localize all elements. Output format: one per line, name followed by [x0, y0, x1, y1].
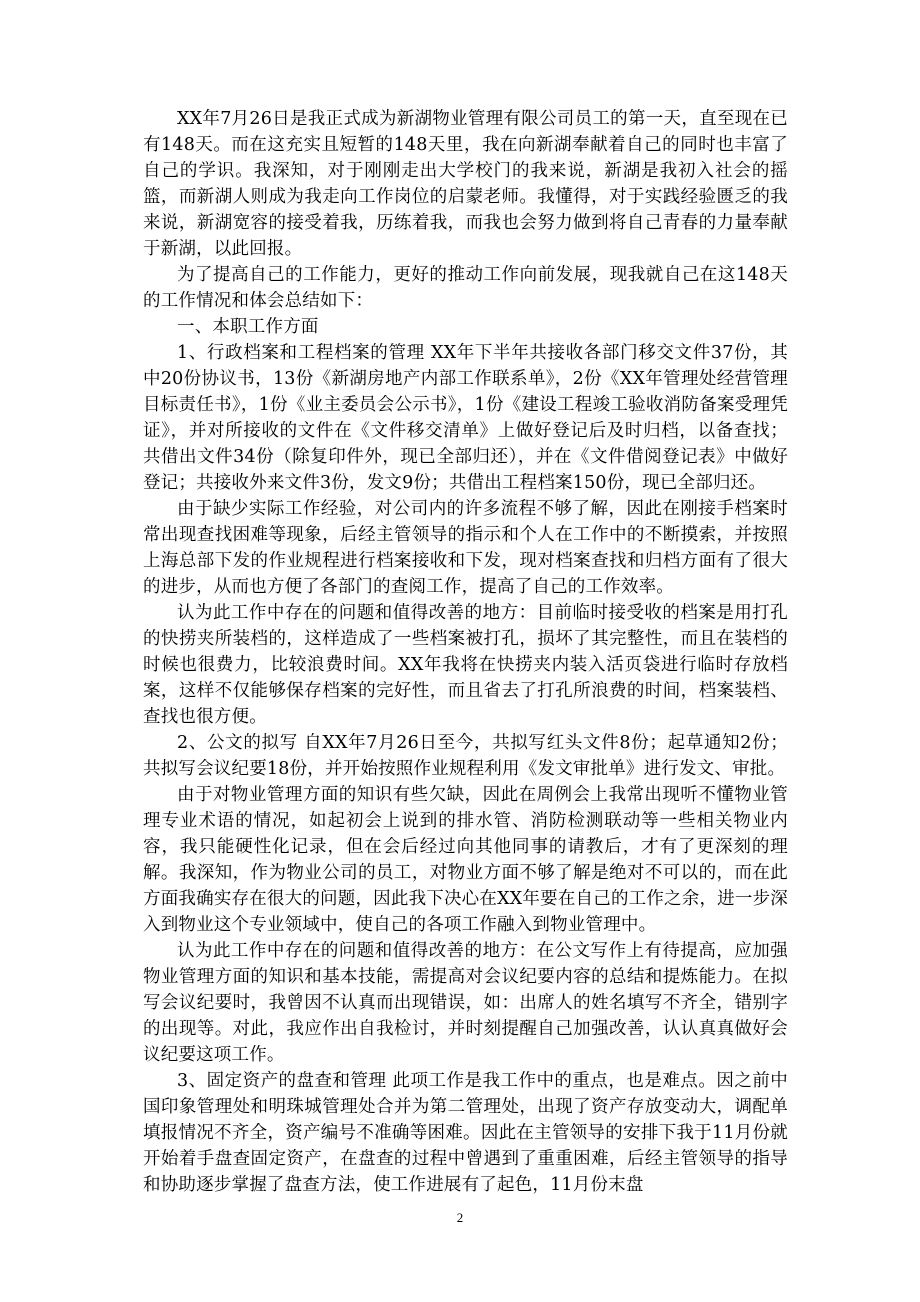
paragraph-drafting-experience: 由于对物业管理方面的知识有些欠缺，因此在周例会上我常出现听不懂物业管理专业术语的情况，如起初会上说到的排水管、消防检测联动等一些相关物业内容，我只能硬性化记录，但在会后经过向其他同事的请教后，才有了更深刻的理解。我深知，作为物业公司的员工，对物业方面不够了解是绝对不可以的，而在此方面我确实存在很大的问题，因此我下决心在XX年要在自己的工作之余，进一步深入到物业这个专业领域中，使自己的各项工作融入到物业管理中。 [143, 785, 788, 935]
paragraph-drafting-improvement: 认为此工作中存在的问题和值得改善的地方：在公文写作上有待提高，应加强物业管理方面的知识和基本技能，需提高对会议纪要内容的总结和提炼能力。在拟写会议纪要时，我曾因不认真而出现错误，如：出席人的姓名填写不齐全，错别字的出现等。对此，我应作出自我检讨，并时刻提醒自己加强改善，认认真真做好会议纪要这项工作。 [143, 941, 788, 1065]
paragraph-archive-experience: 由于缺少实际工作经验，对公司内的许多流程不够了解，因此在刚接手档案时常出现查找困难等现象，后经主管领导的指示和个人在工作中的不断摸索，并按照上海总部下发的作业规程进行档案接收和下发，现对档案查找和归档方面有了很大的进步，从而也方便了各部门的查阅工作，提高了自己的工作效率。 [143, 499, 788, 597]
paragraph-archive-management: 1、行政档案和工程档案的管理 XX年下半年共接收各部门移交文件37份，其中20份协议书，13份《新湖房地产内部工作联系单》，2份《XX年管理处经营管理目标责任书》，1份《业主委员会公示书》，1份《建设工程竣工验收消防备案受理凭证》，并对所接收的文件在《文件移交清单》上做好登记后及时归档，以备查找；共借出文件34份（除复印件外，现已全部归还），并在《文件借阅登记表》中做好登记；共接收外来文件3份，发文9份；共借出工程档案150份，现已全部归还。 [143, 343, 788, 493]
paragraph-document-drafting: 2、公文的拟写 自XX年7月26日至今，共拟写红头文件8份；起草通知2份；共拟写会议纪要18份，并开始按照作业规程利用《发文审批单》进行发文、审批。 [143, 733, 788, 779]
document-body [143, 106, 788, 1198]
section-heading: 一、本职工作方面 [177, 317, 319, 337]
paragraph-summary-lead: 为了提高自己的工作能力，更好的推动工作向前发展，现我就自己在这148天的工作情况和体会总结如下： [143, 265, 788, 311]
paragraph-archive-improvement: 认为此工作中存在的问题和值得改善的地方：目前临时接受收的档案是用打孔的快捞夹所装档的，这样造成了一些档案被打孔，损坏了其完整性，而且在装档的时候也很费力，比较浪费时间。XX年我将在快捞夹内装入活页袋进行临时存放档案，这样不仅能够保存档案的完好性，而且省去了打孔所浪费的时间，档案装档、查找也很方便。 [143, 603, 788, 727]
page-number: 2 [456, 1210, 464, 1225]
paragraph-intro: XX年7月26日是我正式成为新湖物业管理有限公司员工的第一天，直至现在已有148天。而在这充实且短暂的148天里，我在向新湖奉献着自己的同时也丰富了自己的学识。我深知，对于刚刚走出大学校门的我来说，新湖是我初入社会的摇篮，而新湖人则成为我走向工作岗位的启蒙老师。我懂得，对于实践经验匮乏的我来说，新湖宽容的接受着我，历练着我，而我也会努力做到将自己青春的力量奉献于新湖，以此回报。 [143, 109, 788, 259]
paragraph-fixed-assets: 3、固定资产的盘查和管理 此项工作是我工作中的重点，也是难点。因之前中国印象管理处和明珠城管理处合并为第二管理处，出现了资产存放变动大，调配单填报情况不齐全，资产编号不准确等困难。因此在主管领导的安排下我于11月份就开始着手盘查固定资产，在盘查的过程中曾遇到了重重困难，后经主管领导的指导和协助逐步掌握了盘查方法，使工作进展有了起色，11月份末盘 [143, 1071, 788, 1195]
